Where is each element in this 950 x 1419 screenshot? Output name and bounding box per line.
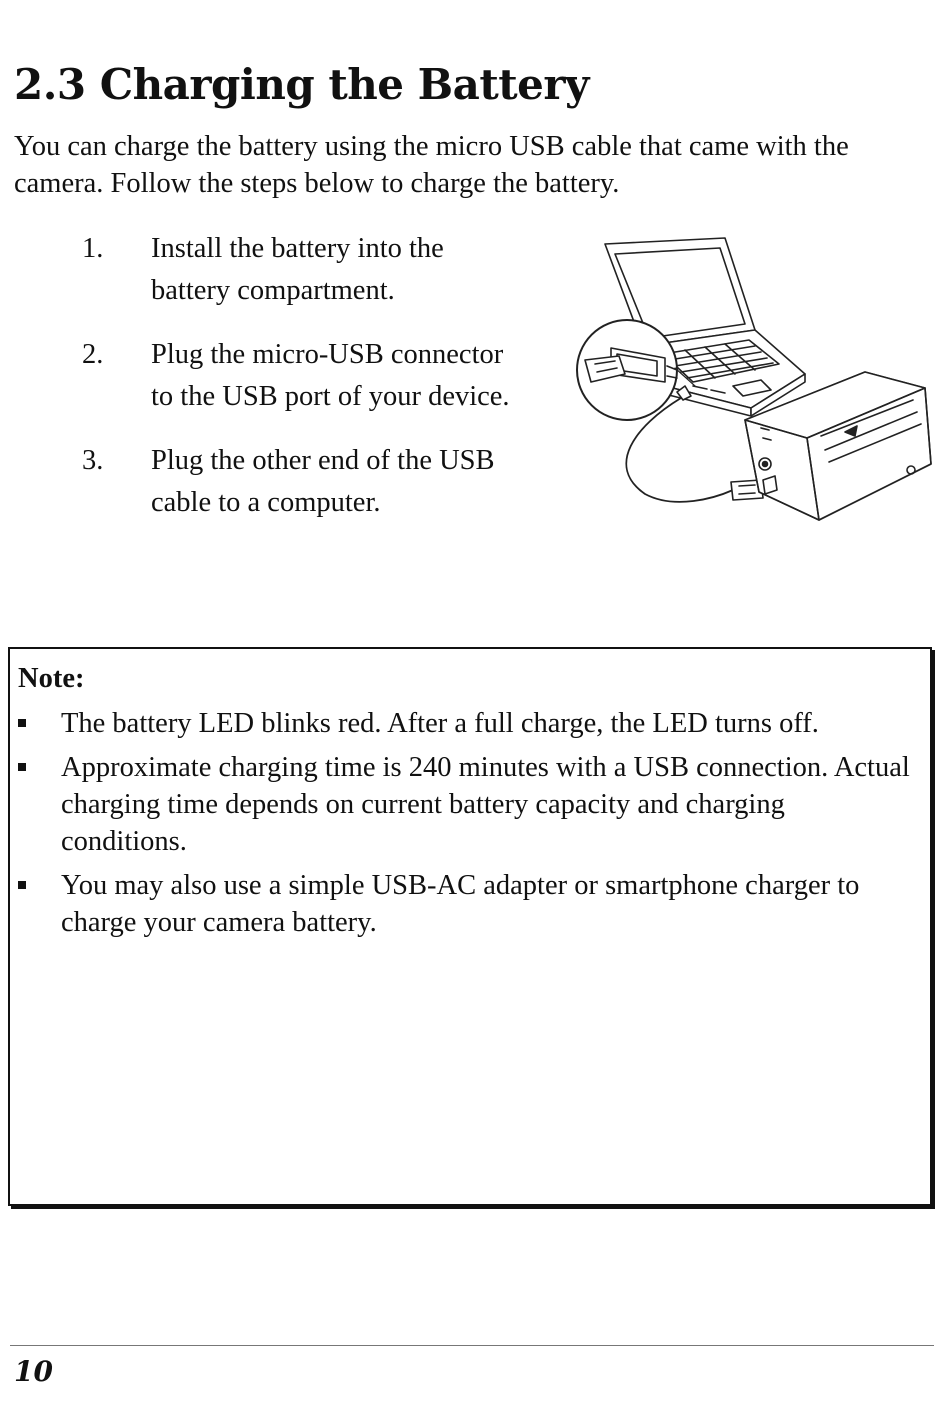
step-item [0,228,520,312]
step-number: 3. [82,445,104,476]
step-text: Plug the other end of the USB cable to a computer. [151,445,495,518]
note-item-text: You may also use a simple USB-AC adapter or smartphone charger to charge your camera battery. [61,870,860,938]
note-title: Note: [18,663,85,694]
intro-paragraph: You can charge the battery using the micro USB cable that came with the camera. Follow the steps below to charge the battery. [14,131,849,199]
note-item [10,749,910,860]
page-number: 10 [14,1355,53,1388]
step-number: 1. [82,233,104,264]
note-box [8,647,932,1206]
square-bullet-icon [18,763,26,771]
square-bullet-icon [18,719,26,727]
note-list [10,705,910,948]
charging-illustration [565,236,933,532]
step-number: 2. [82,339,104,370]
note-item-text: Approximate charging time is 240 minutes with a USB connection. Actual charging time depends on current battery capacity and charging conditions. [61,752,910,857]
step-text: Install the battery into the battery compartment. [151,233,444,306]
step-item [0,334,520,418]
section-title: 2.3 Charging the Battery [14,60,589,109]
charging-steps-list [0,228,520,546]
note-item-text: The battery LED blinks red. After a full charge, the LED turns off. [61,708,819,739]
step-item [0,440,520,524]
step-text: Plug the micro-USB connector to the USB port of your device. [151,339,510,412]
footer-divider [10,1345,934,1346]
note-item [10,867,910,941]
note-item [10,705,910,742]
square-bullet-icon [18,881,26,889]
